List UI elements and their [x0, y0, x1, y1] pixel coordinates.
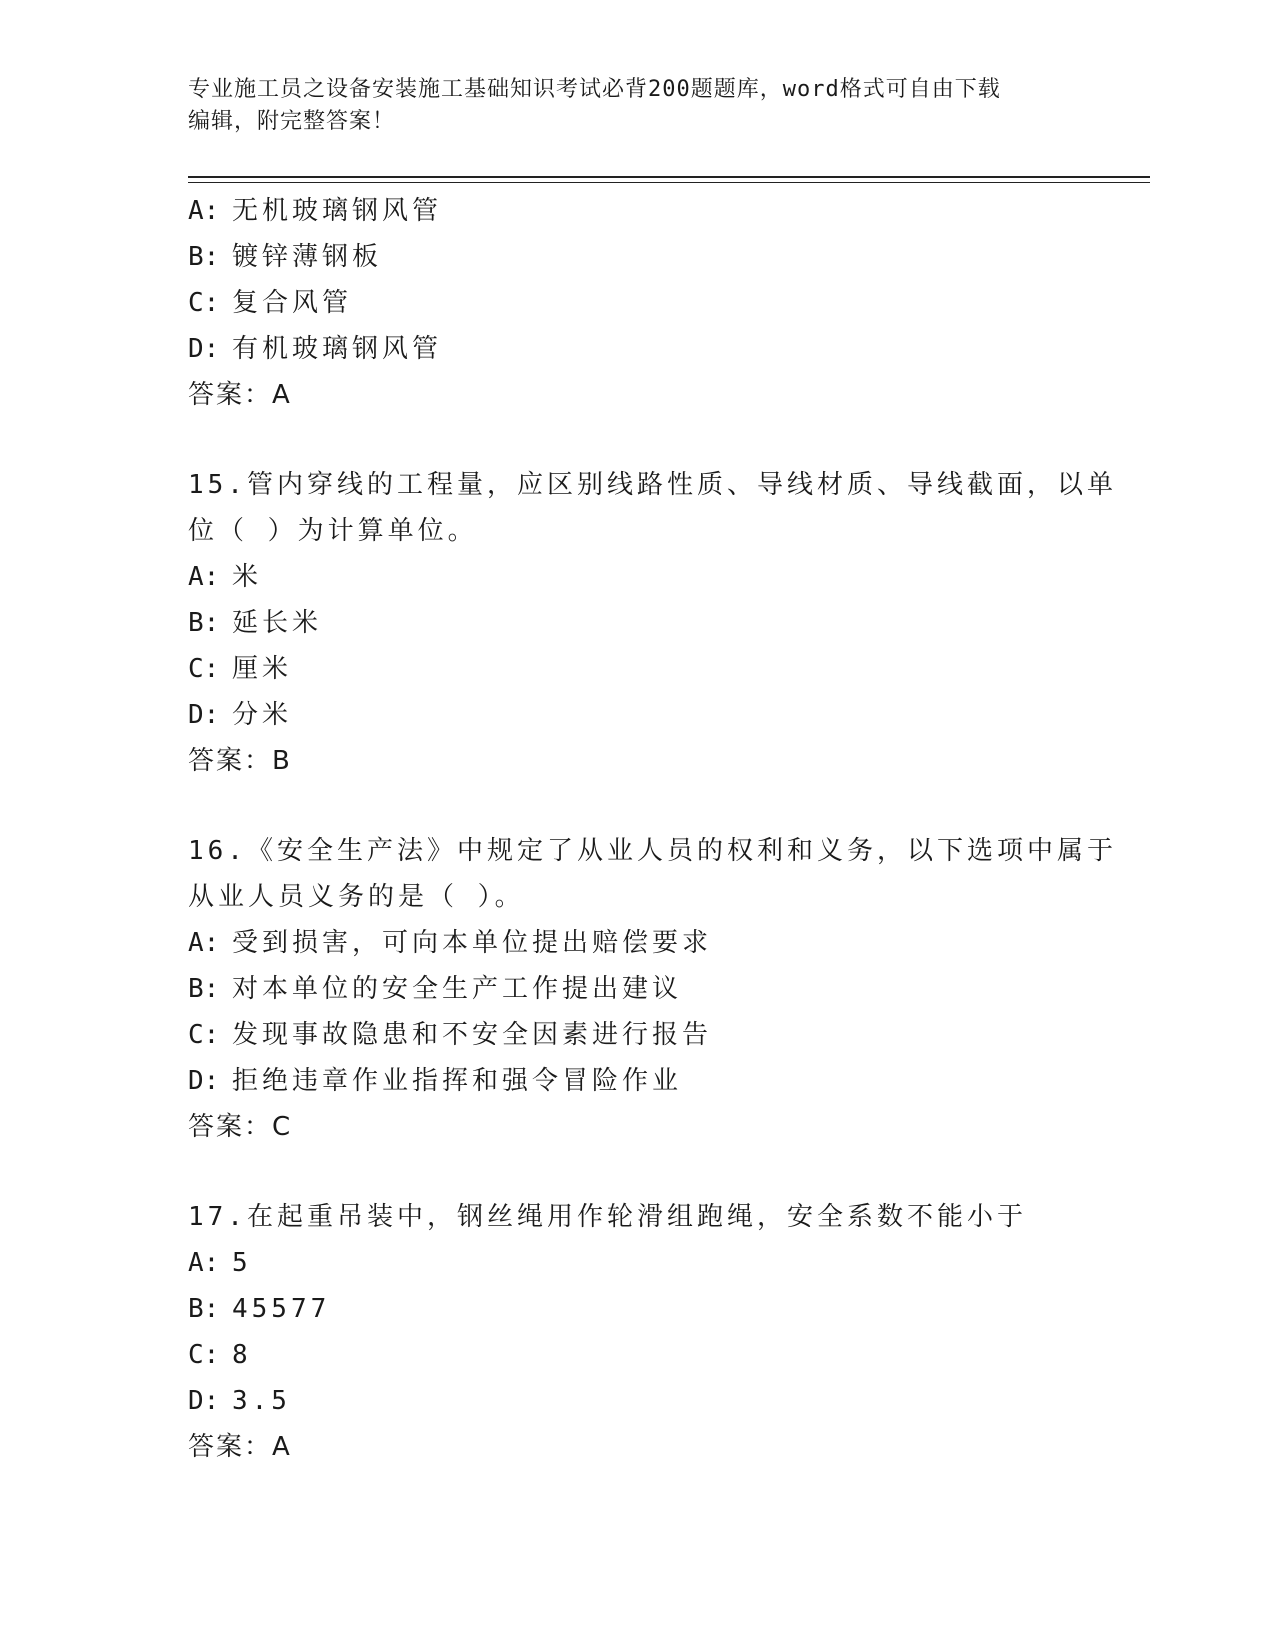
answer-line: 答案：C: [188, 1112, 293, 1142]
option-letter: D:: [188, 1066, 220, 1096]
header-divider-thin: [188, 182, 1150, 183]
option-d: [188, 326, 1088, 372]
answer-line: 答案：A: [188, 1432, 292, 1462]
option-letter: B:: [188, 608, 220, 638]
option-text: 5: [232, 1248, 252, 1278]
option-letter: B:: [188, 1294, 220, 1324]
option-text: 延长米: [232, 608, 323, 638]
option-text: 发现事故隐患和不安全因素进行报告: [232, 1020, 713, 1050]
option-text: 8: [232, 1340, 252, 1370]
spacer: [188, 784, 1088, 828]
option-a: [188, 1240, 1088, 1286]
option-text: 受到损害，可向本单位提出赔偿要求: [232, 928, 713, 958]
option-text: 3.5: [232, 1386, 291, 1416]
option-text: 米: [232, 562, 263, 592]
option-text: 拒绝违章作业指挥和强令冒险作业: [232, 1066, 683, 1096]
option-letter: C:: [188, 288, 220, 318]
option-text: 分米: [232, 700, 293, 730]
answer-line: 答案：B: [188, 746, 292, 776]
option-a: [188, 920, 1088, 966]
option-letter: B:: [188, 242, 220, 272]
question-stem-line-1: 15.管内穿线的工程量，应区别线路性质、导线材质、导线截面，以单: [188, 470, 1117, 500]
question-stem-line-2: 位（ ）为计算单位。: [188, 516, 478, 546]
option-letter: C:: [188, 1020, 220, 1050]
option-d: [188, 692, 1088, 738]
option-letter: D:: [188, 1386, 220, 1416]
question-stem-line-1: 16.《安全生产法》中规定了从业人员的权利和义务，以下选项中属于: [188, 836, 1117, 866]
question-15: [188, 462, 1117, 784]
option-d: [188, 1058, 1088, 1104]
option-letter: A:: [188, 1248, 220, 1278]
spacer: [188, 1150, 1088, 1194]
question-14-continued: [188, 188, 1088, 418]
option-letter: D:: [188, 334, 220, 364]
question-16: [188, 828, 1117, 1150]
option-b: [188, 600, 1088, 646]
option-text: 有机玻璃钢风管: [232, 334, 443, 364]
document-header: [188, 74, 1088, 138]
option-c: [188, 280, 1088, 326]
question-stem-line-1: 17.在起重吊装中，钢丝绳用作轮滑组跑绳，安全系数不能小于: [188, 1202, 1027, 1232]
option-text: 45577: [232, 1294, 331, 1324]
option-letter: A:: [188, 562, 220, 592]
option-text: 无机玻璃钢风管: [232, 196, 443, 226]
option-letter: B:: [188, 974, 220, 1004]
option-a: [188, 554, 1088, 600]
option-text: 镀锌薄钢板: [232, 242, 383, 272]
spacer: [188, 418, 1088, 462]
option-letter: D:: [188, 700, 220, 730]
option-letter: A:: [188, 196, 220, 226]
option-c: [188, 646, 1088, 692]
question-content: [188, 188, 1117, 1470]
header-title-line-2: 编辑，附完整答案！: [188, 109, 396, 134]
option-b: [188, 1286, 1088, 1332]
option-text: 厘米: [232, 654, 293, 684]
option-c: [188, 1012, 1088, 1058]
option-a: [188, 188, 1088, 234]
option-letter: C:: [188, 1340, 220, 1370]
option-letter: A:: [188, 928, 220, 958]
option-text: 对本单位的安全生产工作提出建议: [232, 974, 683, 1004]
option-letter: C:: [188, 654, 220, 684]
option-b: [188, 966, 1088, 1012]
answer-line: 答案：A: [188, 380, 292, 410]
option-c: [188, 1332, 1088, 1378]
option-d: [188, 1378, 1088, 1424]
header-divider-thick: [188, 176, 1150, 178]
option-text: 复合风管: [232, 288, 353, 318]
question-17: [188, 1194, 1088, 1470]
question-stem-line-2: 从业人员义务的是（ ）。: [188, 882, 525, 912]
header-title-line-1: 专业施工员之设备安装施工基础知识考试必背200题题库，word格式可自由下载: [188, 77, 1001, 102]
option-b: [188, 234, 1088, 280]
